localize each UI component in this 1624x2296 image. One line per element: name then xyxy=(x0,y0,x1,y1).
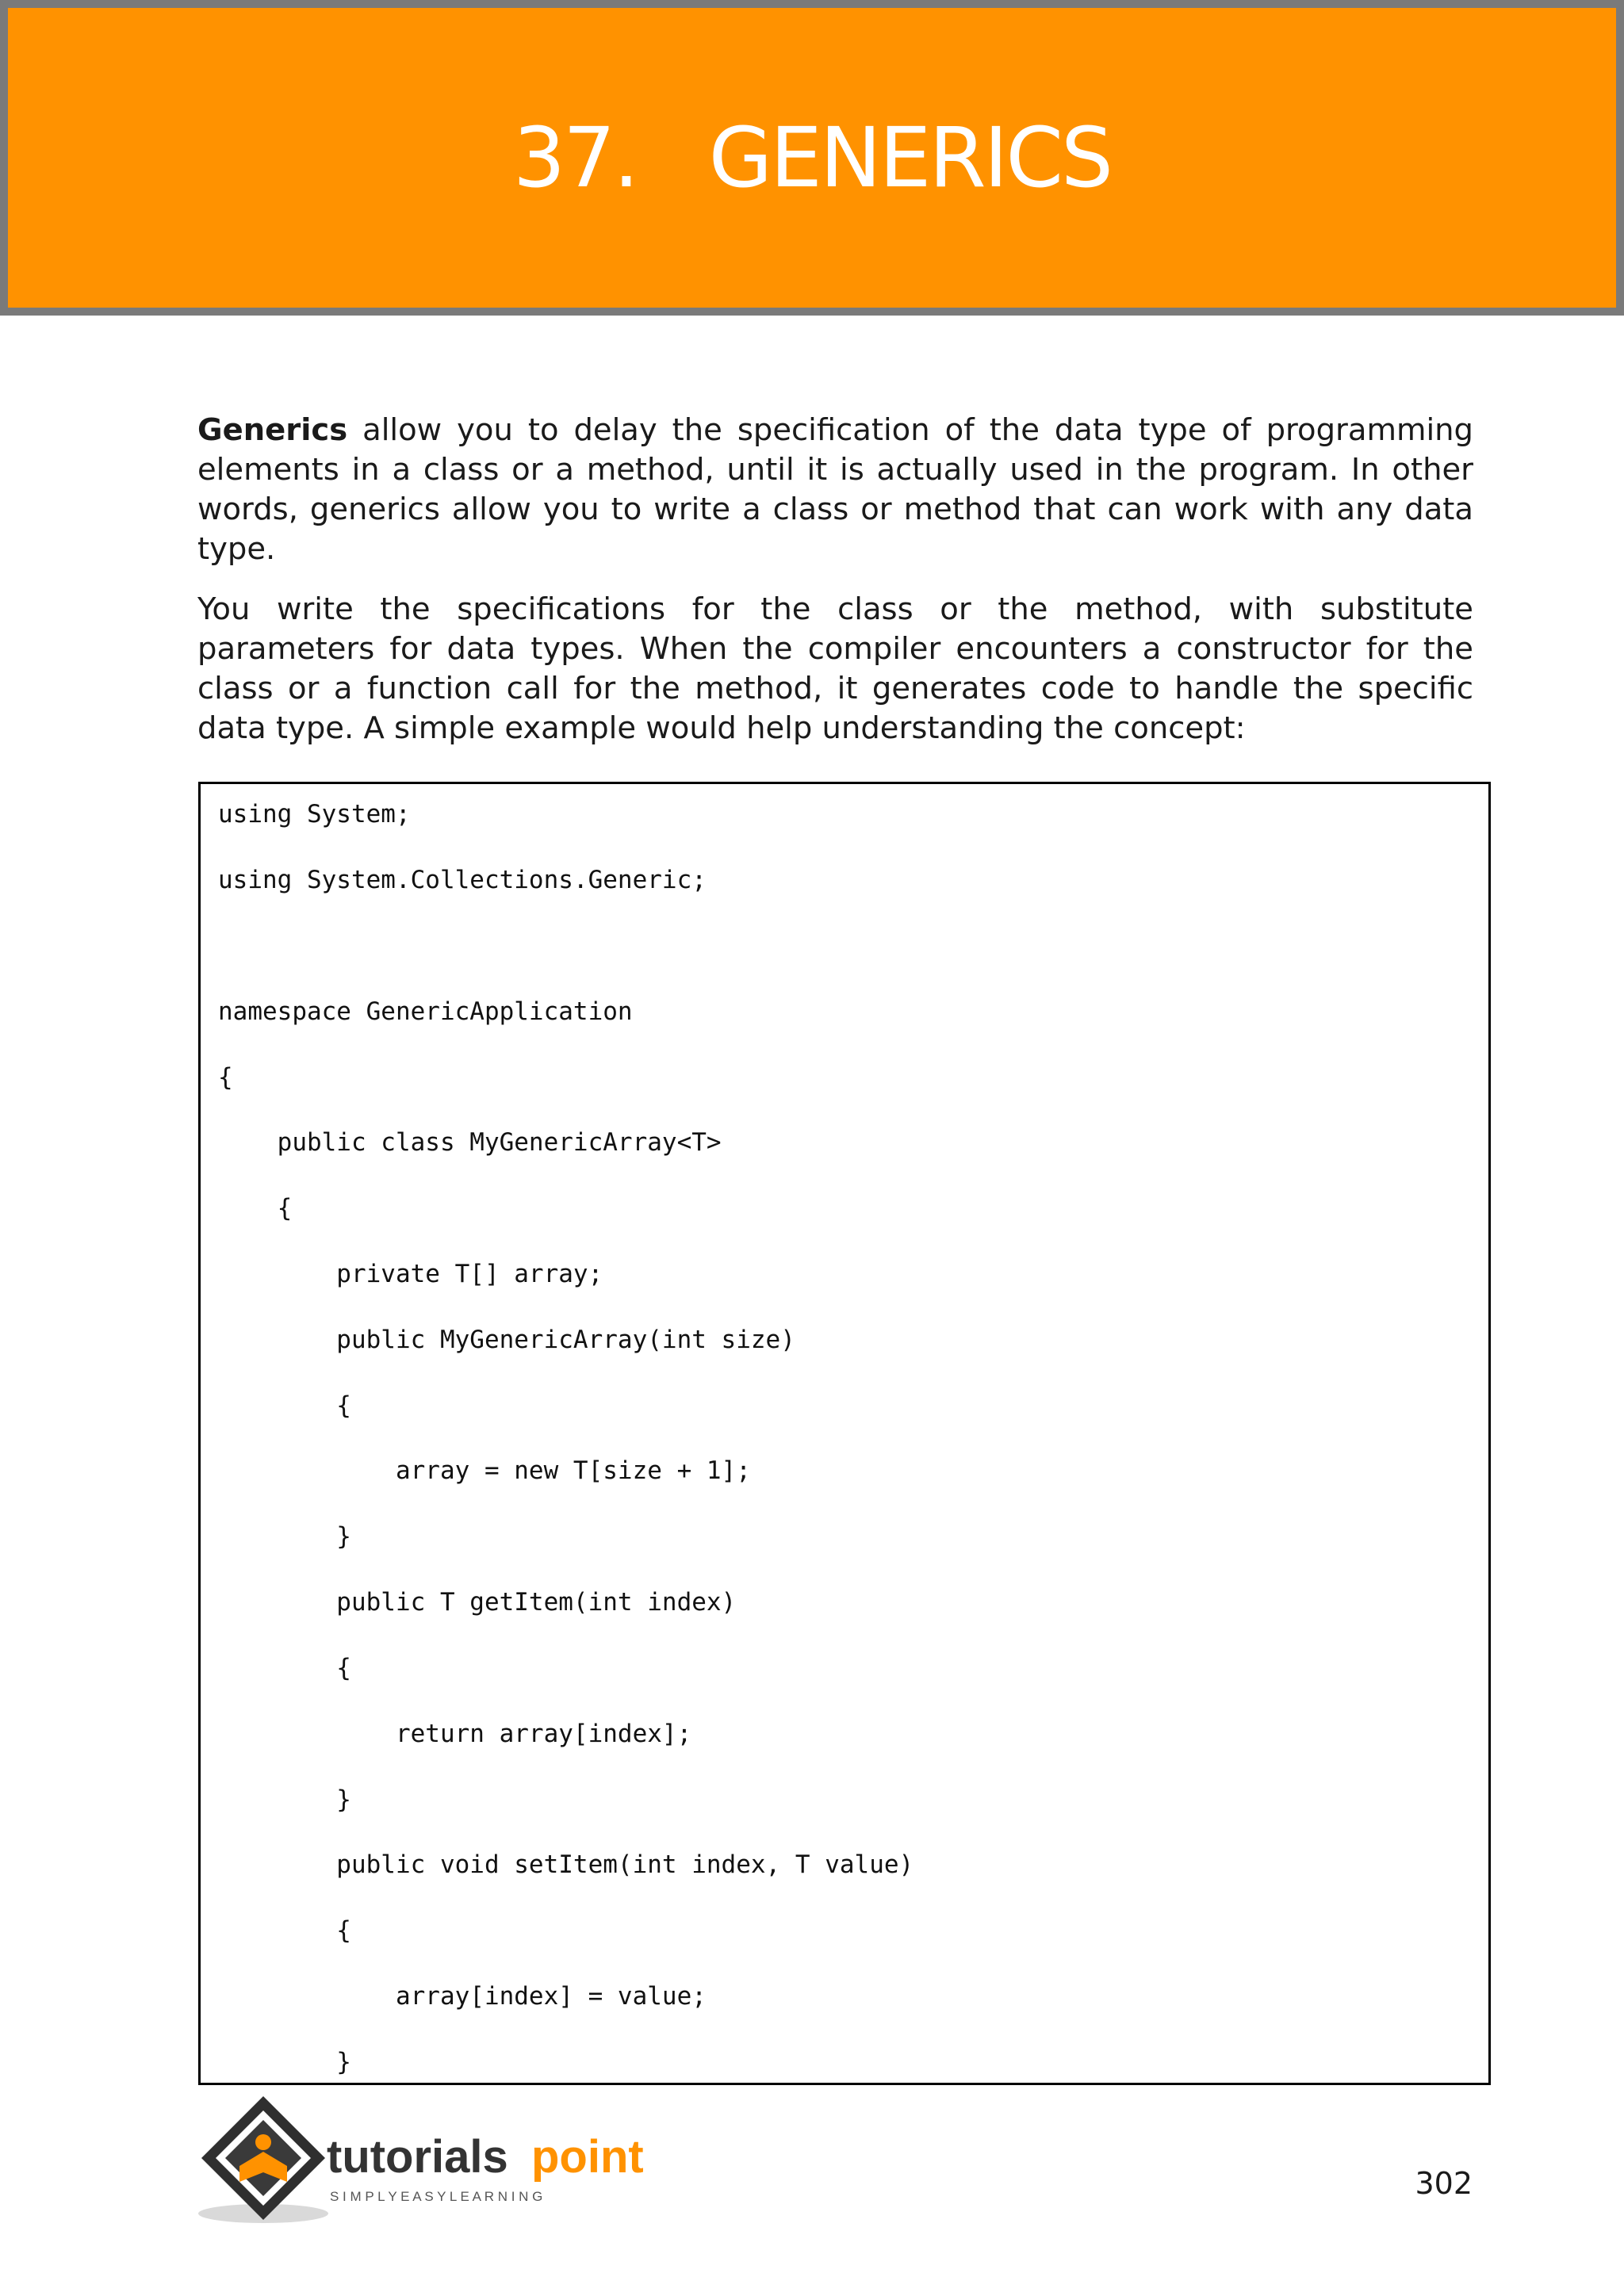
reader-head-icon xyxy=(255,2134,271,2150)
code-line: } xyxy=(218,2048,351,2076)
intro-paragraph xyxy=(197,411,1473,569)
page-number: 302 xyxy=(1415,2166,1473,2201)
code-line: public void setItem(int index, T value) xyxy=(218,1850,914,1879)
intro-paragraph-text: allow you to delay the specification of the data type of programming elements in a class or a method, until it is actually used in the program. In other words, generics allow you to write a class or method that can work with any data type. xyxy=(197,412,1473,567)
code-line: using System.Collections.Generic; xyxy=(218,866,707,894)
tutorialspoint-logo xyxy=(193,2093,653,2228)
explanation-paragraph: You write the specifications for the class or the method, with substitute parameters for data types. When the compiler encounters a constructor for the class or a function call for the method, it generates code to handle the specific data type. A simple example would help understanding the concept: xyxy=(197,591,1473,746)
code-line: namespace GenericApplication xyxy=(218,997,633,1026)
code-block xyxy=(198,782,1491,2085)
code-line: public T getItem(int index) xyxy=(218,1588,737,1617)
code-line: { xyxy=(218,1916,351,1945)
logo-text-accent: point xyxy=(531,2131,644,2183)
code-line: public class MyGenericArray<T> xyxy=(218,1128,722,1157)
code-line: { xyxy=(218,1654,351,1682)
logo-graphic xyxy=(193,2093,653,2228)
code-line: } xyxy=(218,1785,351,1814)
code-line: { xyxy=(218,1391,351,1420)
code-line: return array[index]; xyxy=(218,1720,692,1748)
term-generics: Generics xyxy=(197,412,348,448)
code-line: private T[] array; xyxy=(218,1260,603,1288)
code-line: array[index] = value; xyxy=(218,1982,707,2011)
chapter-title: 37. GENERICS xyxy=(513,109,1111,206)
chapter-banner xyxy=(0,0,1624,316)
code-line: { xyxy=(218,1063,233,1092)
logo-text-main: tutorials xyxy=(327,2131,508,2183)
code-line: using System; xyxy=(218,800,411,828)
code-line: public MyGenericArray(int size) xyxy=(218,1326,795,1354)
code-line: { xyxy=(218,1194,293,1223)
code-line: } xyxy=(218,1522,351,1551)
code-line: array = new T[size + 1]; xyxy=(218,1456,751,1485)
logo-tagline: S I M P L Y E A S Y L E A R N I N G xyxy=(330,2189,543,2204)
